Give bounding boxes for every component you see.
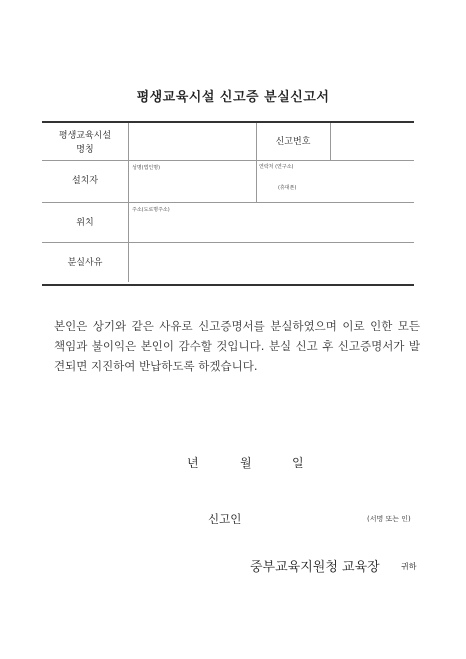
column-divider — [128, 123, 129, 282]
founder-name-hint: 성명(법인명) — [132, 165, 161, 171]
report-number-label: 신고번호 — [275, 137, 311, 147]
contact-label-text: 연락처 — [259, 164, 274, 170]
contact-mobile-hint: (휴대폰) — [278, 185, 297, 191]
report-form-table — [42, 121, 414, 286]
facility-name-label-line2: 명칭 — [76, 145, 94, 155]
contact-label — [259, 163, 294, 170]
date-year-label: 년 — [187, 456, 199, 470]
date-day-label: 일 — [292, 456, 304, 470]
row-divider — [42, 202, 414, 203]
recipient-suffix: 귀하 — [401, 562, 417, 571]
date-month-label: 월 — [240, 456, 252, 470]
column-divider — [330, 123, 331, 160]
statement-text: 본인은 상기와 같은 사유로 신고증명서를 분실하였으며 이로 인한 모든 책임과 불이익은 본인이 감수할 것입니다. 분실 신고 후 신고증명서가 발견되면 지진하여 반납하도록 하겠습니다. — [54, 319, 420, 373]
row-divider — [42, 160, 414, 161]
location-label: 위치 — [76, 218, 94, 228]
recipient-name: 중부교육지원청 교육장 — [250, 560, 380, 575]
column-divider — [256, 160, 257, 202]
address-hint: 주소(도로명주소) — [132, 207, 170, 213]
reporter-label: 신고인 — [208, 512, 242, 526]
reason-label: 분실사유 — [67, 258, 103, 268]
row-divider — [42, 242, 414, 243]
founder-label: 설치자 — [71, 176, 99, 186]
facility-name-label-line1: 평생교육시설 — [58, 131, 112, 141]
facility-name-label — [42, 129, 128, 157]
signature-note: (서명 또는 인) — [367, 515, 411, 523]
document-title: 평생교육시설 신고증 분실신고서 — [136, 90, 330, 105]
contact-office-hint: (연구소) — [275, 164, 294, 170]
